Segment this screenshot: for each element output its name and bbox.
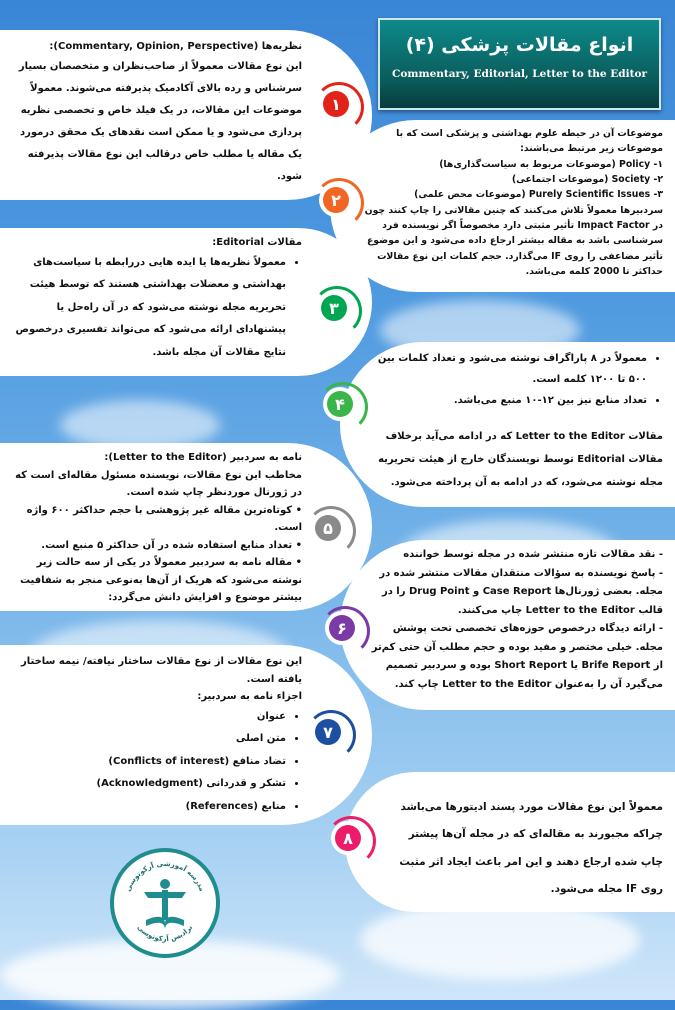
badge-7 [311, 715, 345, 749]
section-7-list [10, 706, 302, 819]
section-2-item: ۱- Policy (موضوعات مربوط به سیاست‌گذاری‌ها) [439, 158, 663, 170]
caduceus-book-icon [116, 854, 214, 952]
section-5-body: مخاطب این نوع مقالات، نویسنده مسئول مقاله‌ای است که در ژورنال موردنظر چاپ شده است. [15, 469, 302, 498]
section-1-heading: نظریه‌ها (Commentary, Opinion, Perspective): [49, 41, 302, 52]
logo-top-text: مدرسه آموزشی آرکوتوسی [124, 859, 206, 893]
badge-1-inner: ۱ [323, 91, 349, 117]
section-6-panel [340, 540, 675, 710]
section-2-item: ۲- Society (موضوعات اجتماعی) [511, 173, 663, 185]
badge-7-inner: ۷ [315, 719, 341, 745]
badge-4-inner: ۴ [327, 391, 353, 417]
section-2-item: ۳- Purely Scientific Issues (موضوعات محض علمی) [414, 189, 663, 201]
section-3-heading: مقالات Editorial: [212, 237, 302, 248]
badge-4 [323, 387, 357, 421]
section-2-panel [330, 120, 675, 292]
section-4-list [360, 348, 663, 411]
section-8-panel [345, 772, 675, 912]
section-2-intro: موضوعات آن در حیطه علوم بهداشتی و پزشکی است که با موضوعات زیر مرتبط می‌باشند: [396, 128, 663, 155]
page-subtitle: Commentary, Editorial, Letter to the Editor [392, 68, 647, 80]
list-item: • عنوان [10, 706, 286, 729]
section-6-item: - پاسخ نویسنده به سؤالات منتقدان مقالات منتشر شده در مجله. بعضی ژورنال‌ها Case Report و Drug Point را در قالب Letter to the Editor چاپ می‌کنند. [379, 567, 663, 616]
cloud [360, 900, 640, 980]
section-4-panel [340, 342, 675, 507]
section-5-list [10, 502, 302, 607]
badge-3-inner: ۳ [321, 295, 347, 321]
list-item: • تعداد منابع نیز بین ۱۲-۱۰ منبع می‌باشد. [360, 390, 647, 411]
list-item: • منابع (References) [10, 796, 286, 819]
badge-1 [319, 87, 353, 121]
list-item: • تعداد منابع استفاده شده در آن حداکثر ۵ منبع است. [41, 539, 302, 551]
badge-5-inner: ۵ [315, 515, 341, 541]
page-title: انواع مقالات پزشکی (۴) [405, 34, 634, 56]
list-item: • متن اصلی [10, 728, 286, 751]
section-5-heading: نامه به سردبیر (Letter to the Editor): [104, 452, 302, 463]
list-item: • معمولاً نظریه‌ها یا ایده هایی دررابطه با سیاست‌های بهداشتی و معضلات بهداشتی هستند که توسط هیئت تحریریه مجله نوشته می‌شود که در آن راه‌حل یا پیشنهادای ارائه می‌شود که می‌تواند تفسیری درخصوص نتایج مقالات آن مجله باشد. [10, 252, 286, 365]
badge-2 [319, 183, 353, 217]
section-4-body: مقالات Letter to the Editor که در ادامه می‌آید برخلاف مقالات Editorial توسط نویسندگان خارج از هیئت تحریریه مجله نوشته می‌شود، که در ادامه به آن پرداخته می‌شود. [378, 431, 663, 488]
title-banner [378, 18, 661, 110]
list-item: • معمولاً در ۸ پاراگراف نوشته می‌شود و تعداد کلمات بین ۵۰۰ تا ۱۲۰۰ کلمه است. [360, 348, 647, 390]
list-item: • کوتاه‌ترین مقاله غیر پژوهشی با حجم حداکثر ۶۰۰ واژه است. [26, 504, 302, 533]
section-7-intro: این نوع مقالات از نوع مقالات ساختار نیافته/ نیمه ساختار یافته است. [20, 656, 302, 685]
badge-6 [325, 611, 359, 645]
section-6-item: - ارائه دیدگاه درخصوص حوزه‌های تخصصی تحت پوشش مجله. خیلی مختصر و مفید بوده و حجم مطلب آن حتی کم‌تر از Brife Report یا Short Report بوده و سردبیر تصمیم می‌گیرد آن را به‌عنوان Letter to the Editor چاپ کند. [371, 623, 663, 690]
section-2-body: سردبیرها معمولاً تلاش می‌کنند که چنین مقالاتی را چاپ کنند چون در Impact Factor تأثیر مثبتی دارد مخصوصاً اگر نویسنده فرد سرشناسی باشد به مقاله بیشتر ارجاع داده می‌شود و این موضوع تأثیر مضاعفی را روی IF می‌گذارد. حجم کلمات این نوع مقالات حداکثر تا 2000 کلمه می‌باشد. [364, 204, 663, 277]
section-8-body: معمولاً این نوع مقالات مورد پسند ادیتورها می‌باشد چراکه مجبورند به مقاله‌ای که در مجله آن‌ها پیشتر چاپ شده ارجاع دهند و این امر باعث ایجاد اثر مثبت روی IF مجله می‌شود. [399, 801, 663, 895]
list-item: • مقاله نامه به سردبیر معمولاً در یکی از سه حالت زیر نوشته می‌شود که هریک از آن‌ها به‌نوعی منجر به شفافیت بیشتر موضوع و افزایش دانش می‌گردد: [19, 557, 302, 603]
badge-5 [311, 511, 345, 545]
logo-bottom-text: نرادیس آرکوتوسی [135, 923, 195, 944]
section-3-list [10, 252, 302, 365]
badge-3 [317, 291, 351, 325]
badge-8-inner: ۸ [335, 825, 361, 851]
section-6-item: - نقد مقالات تازه منتشر شده در مجله توسط خواننده [403, 549, 663, 560]
badge-6-inner: ۶ [329, 615, 355, 641]
section-1-body: این نوع مقالات معمولاً از صاحب‌نظران و متخصصان بسیار سرشناس و رده بالای آکادمیک پذیرفته می‌شوند. معمولاً موضوعات این مقالات، در یک فیلد خاص و تخصصی نظریه پردازی می‌شود و یا ممکن است نقدهای یک محقق درمورد یک مقاله یا مطلب خاص درقالب این نوع مقالات پذیرفته شود. [18, 60, 302, 182]
badge-8 [331, 821, 365, 855]
list-item: • تشکر و قدردانی (Acknowledgment) [10, 773, 286, 796]
school-logo [110, 848, 220, 958]
list-item: • تضاد منافع (Conflicts of interest) [10, 751, 286, 774]
section-7-subheading: اجزاء نامه به سردبیر: [197, 691, 302, 702]
badge-2-inner: ۲ [323, 187, 349, 213]
